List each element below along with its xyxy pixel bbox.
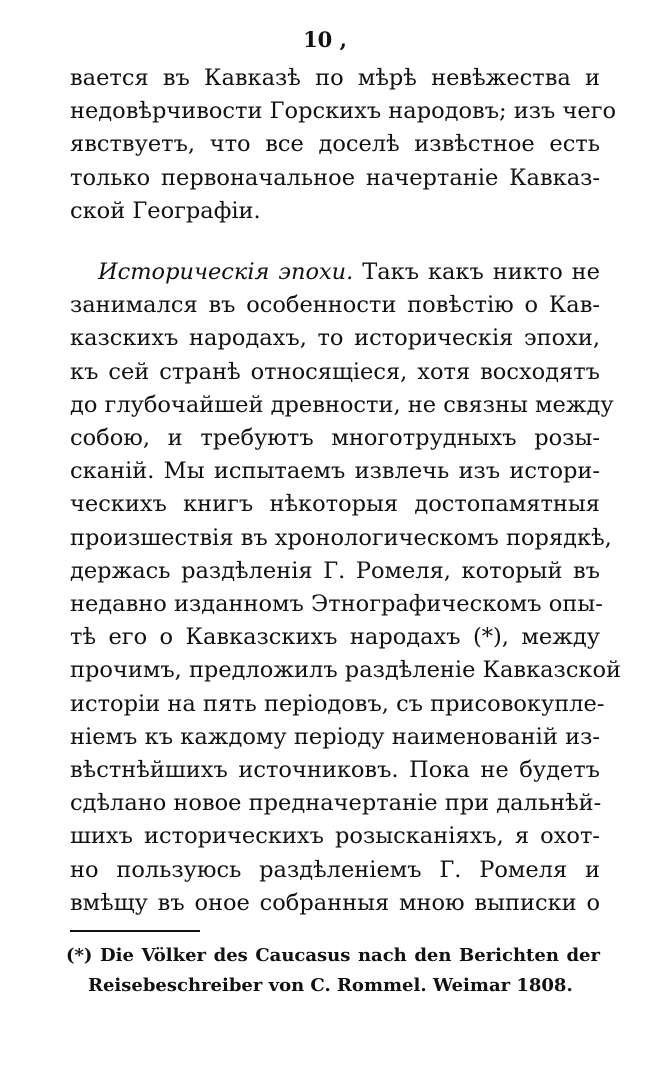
text-line: сканій. Мы испытаемъ извлечь изъ истори- [70,458,600,485]
text-line: собою, и требуютъ многотрудныхъ розы- [70,425,600,452]
section-heading: Историческія эпохи. [98,259,354,285]
footnote [66,941,600,1001]
text-line: только первоначальное начертаніе Кавказ- [70,164,600,191]
text-line: занимался въ особенности повѣстію о Кав- [70,292,600,319]
paragraph-historical-epochs [70,256,622,920]
text-line: тѣ его о Кавказскихъ народахъ (*), между [70,624,600,651]
text-line: явствуетъ, что все доселѣ извѣстное есть [70,131,600,158]
text-line: вается въ Кавказѣ по мѣрѣ невѣжества и [70,65,600,91]
text-line: ской Географіи. [70,197,261,224]
footnote-line: (*) Die Völker des Caucasus nach den Berichten der [66,945,600,966]
text-line: исторіи на пять періодовъ, съ присовокупле- [70,690,605,717]
text-line: произшествія въ хронологическомъ порядкѣ, [70,524,612,551]
text-line: ческихъ книгъ нѣкоторыя достопамятныя [70,491,600,518]
paragraph-geography [70,62,617,228]
text-line: сдѣлано новое предначертаніе при дальнѣй- [70,790,602,817]
text-line: недавно изданномъ Этнографическомъ опы- [70,591,603,618]
text-line: шихъ историческихъ розысканіяхъ, я охот- [70,823,600,850]
text-line: казскихъ народахъ, то историческія эпохи, [70,325,600,352]
text-line: прочимъ, предложилъ раздѣленіе Кавказской [70,657,622,684]
text-line: къ сей странѣ относящіеся, хотя восходятъ [70,358,600,385]
text-line: до глубочайшей древности, не связны между [70,391,614,418]
page-number: 10 , [303,27,347,52]
text-fragment: Такъ какъ никто не [353,259,600,285]
text-line: вмѣщу въ оное собранныя мною выписки о [70,889,600,916]
footnote-divider [70,930,200,932]
footnote-line: Reisebeschreiber von C. Rommel. Weimar 1808. [88,975,573,996]
text-line: недовѣрчивости Горскихъ народовъ; изъ чего [70,98,617,125]
text-line: ніемъ къ каждому періоду наименованій из- [70,723,600,750]
text-line: вѣстнѣйшихъ источниковъ. Пока не будетъ [70,757,600,784]
text-line: но пользуюсь раздѣленіемъ Г. Ромеля и [70,856,600,883]
text-line: держась раздѣленія Г. Ромеля, который въ [70,557,600,584]
paragraph-first-line [70,256,600,289]
